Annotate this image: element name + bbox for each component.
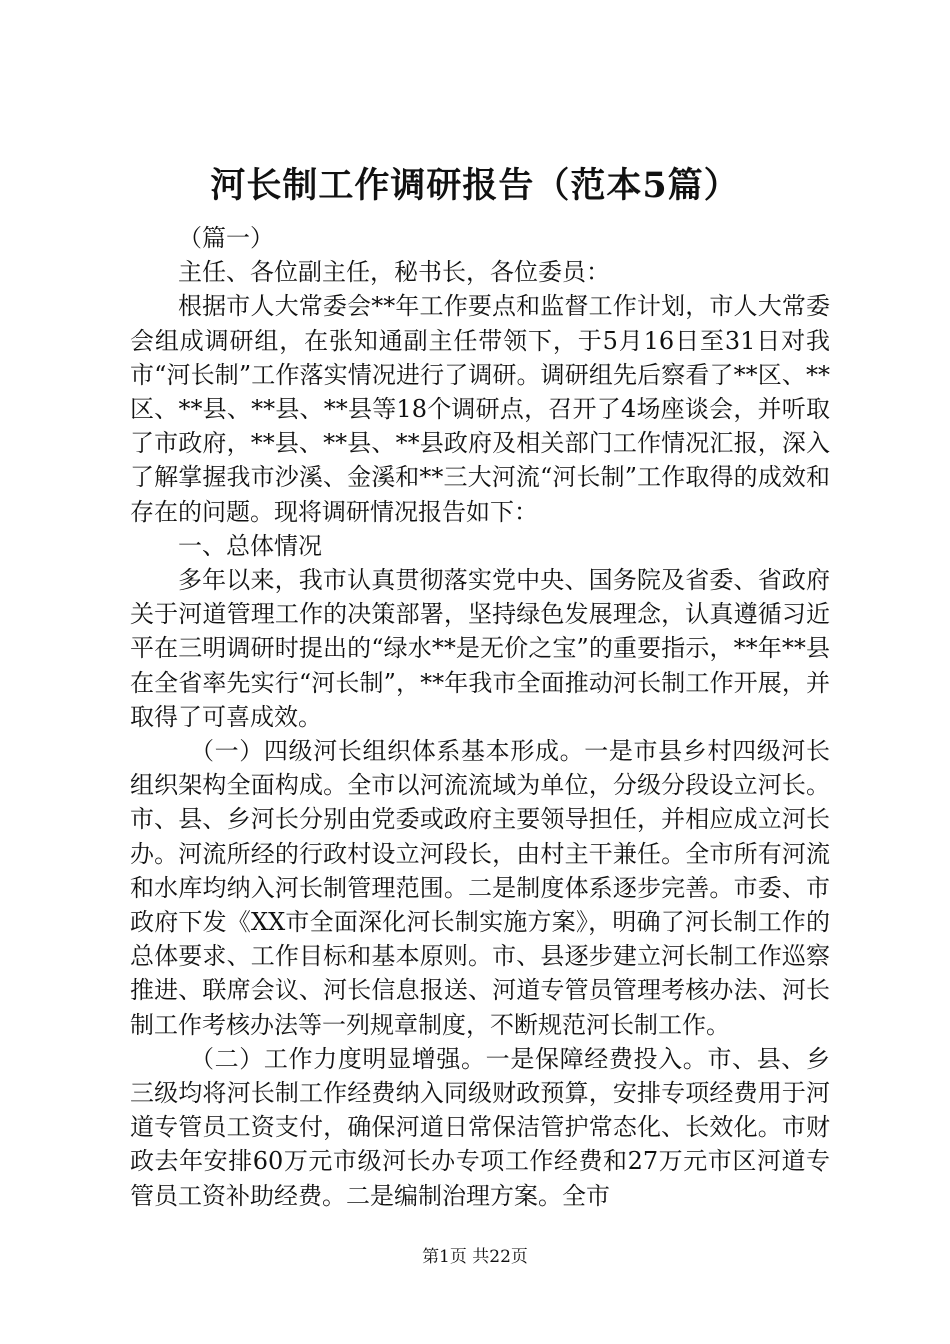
section-label-part-one: （篇一） <box>178 224 274 252</box>
subsection-paragraph-1: （一）四级河长组织体系基本形成。一是市县乡村四级河长组织架构全面构成。全市以河流流域为单位，分级分段设立河长。市、县、乡河长分别由党委或政府主要领导担任，并相应成立河长办。河流所经的行政村设立河段长，由村主干兼任。全市所有河流和水库均纳入河长制管理范围。二是制度体系逐步完善。市委、市政府下发《XX市全面深化河长制实施方案》，明确了河长制工作的总体要求、工作目标和基本原则。市、县逐步建立河长制工作巡察推进、联席会议、河长信息报送、河道专管员管理考核办法、河长制工作考核办法等一列规章制度，不断规范河长制工作。 <box>130 737 830 1039</box>
page-number-footer: 第1页 共22页 <box>422 1247 528 1267</box>
salutation: 主任、各位副主任，秘书长，各位委员： <box>178 258 610 287</box>
document-body <box>130 221 830 1213</box>
section-heading-overview: 一、总体情况 <box>178 531 322 560</box>
intro-paragraph: 根据市人大常委会**年工作要点和监督工作计划，市人大常委会组成调研组，在张知通副主任带领下，于5月16日至31日对我市“河长制”工作落实情况进行了调研。调研组先后察看了**区、**区、**县、**县、**县等18个调研点，召开了4场座谈会，并听取了市政府，**县、**县、**县政府及相关部门工作情况汇报，深入了解掌握我市沙溪、金溪和**三大河流“河长制”工作取得的成效和存在的问题。现将调研情况报告如下： <box>130 292 830 526</box>
subsection-paragraph-2: （二）工作力度明显增强。一是保障经费投入。市、县、乡三级均将河长制工作经费纳入同级财政预算，安排专项经费用于河道专管员工资支付，确保河道日常保洁管护常态化、长效化。市财政去年安排60万元市级河长办专项工作经费和27万元市区河道专管员工资补助经费。二是编制治理方案。全市 <box>130 1044 830 1210</box>
document-title: 河长制工作调研报告（范本5篇） <box>210 165 740 206</box>
overview-paragraph: 多年以来，我市认真贯彻落实党中央、国务院及省委、省政府关于河道管理工作的决策部署，坚持绿色发展理念，认真遵循习近平在三明调研时提出的“绿水**是无价之宝”的重要指示，**年**县在全省率先实行“河长制”，**年我市全面推动河长制工作开展，并取得了可喜成效。 <box>130 566 830 731</box>
